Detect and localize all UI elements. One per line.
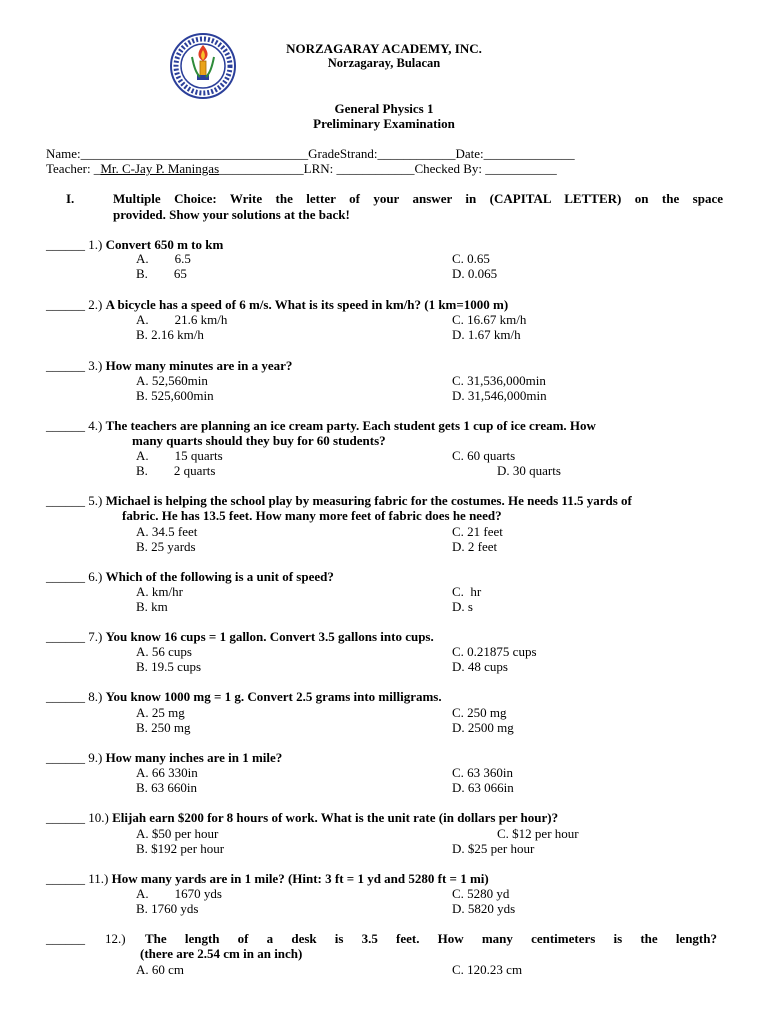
- option-b: B. 525,600min: [136, 388, 214, 403]
- question-text: A bicycle has a speed of 6 m/s. What is its speed in km/h? (1 km=1000 m): [105, 297, 509, 312]
- option-a: A. 66 330in: [136, 765, 198, 780]
- question-12-text: The length of a desk is 3.5 feet. How many centimeters is the length?: [145, 931, 717, 946]
- option-c: C. 16.67 km/h: [452, 312, 527, 327]
- answer-blank: ______ 3.): [46, 358, 106, 373]
- option-b: B. 63 660in: [136, 780, 198, 795]
- question-8: [46, 689, 442, 705]
- answer-blank: ______ 2.): [46, 297, 106, 312]
- option-c: C. 31,536,000min: [452, 373, 546, 388]
- question-2: [46, 297, 508, 313]
- option-a: A. km/hr: [136, 584, 183, 599]
- name-grade-date-line: Name:___________________________________GradeStrand:____________Date:______________: [46, 146, 575, 161]
- question-text-continued: many quarts should they buy for 60 students?: [132, 433, 386, 448]
- option-a: A. 15 quarts: [136, 448, 223, 463]
- option-a: A. 60 cm: [136, 962, 185, 977]
- school-name: NORZAGARAY ACADEMY, INC.: [286, 41, 482, 56]
- question-text: You know 16 cups = 1 gallon. Convert 3.5 gallons into cups.: [105, 629, 434, 644]
- section-number: I.: [66, 191, 75, 206]
- option-c: C. 60 quarts: [452, 448, 516, 463]
- question-text: The teachers are planning an ice cream party. Each student gets 1 cup of ice cream. How: [105, 418, 596, 433]
- subject-title: General Physics 1: [334, 101, 434, 116]
- question-9: [46, 750, 282, 766]
- question-text: How many yards are in 1 mile? (Hint: 3 ft = 1 yd and 5280 ft = 1 mi): [111, 871, 489, 886]
- option-d: D. 31,546,000min: [452, 388, 547, 403]
- exam-title: Preliminary Examination: [313, 116, 455, 131]
- option-d: D. 5820 yds: [452, 901, 516, 916]
- option-a: A. 25 mg: [136, 705, 185, 720]
- option-b: B. 19.5 cups: [136, 659, 201, 674]
- option-c: C. 120.23 cm: [452, 962, 523, 977]
- option-a: A. 6.5: [136, 251, 191, 266]
- question-text: How many inches are in 1 mile?: [105, 750, 283, 765]
- answer-blank: ______ 5.): [46, 493, 106, 508]
- answer-blank: ______ 1.): [46, 237, 106, 252]
- answer-blank: ______ 6.): [46, 569, 106, 584]
- option-d: D. 63 066in: [452, 780, 514, 795]
- question-10: [46, 810, 558, 826]
- answer-blank: ______: [46, 931, 85, 946]
- section-instructions-line1: Multiple Choice: Write the letter of your answer in (CAPITAL LETTER) on the space: [113, 191, 723, 206]
- option-c: C. $12 per hour: [497, 826, 579, 841]
- answer-blank: ______ 10.): [46, 810, 113, 825]
- section-instructions-line2: provided. Show your solutions at the back!: [113, 207, 350, 222]
- question-text: Elijah earn $200 for 8 hours of work. What is the unit rate (in dollars per hour)?: [112, 810, 559, 825]
- question-text: How many minutes are in a year?: [105, 358, 293, 373]
- option-c: C. 21 feet: [452, 524, 503, 539]
- teacher-lrn-checked-line: [46, 161, 557, 177]
- option-b: B. 65: [136, 266, 187, 281]
- question-text: Convert 650 m to km: [105, 237, 224, 252]
- option-b: B. 2.16 km/h: [136, 327, 204, 342]
- question-4: [46, 418, 596, 434]
- question-1: [46, 237, 223, 253]
- option-c: C. 0.65: [452, 251, 490, 266]
- option-d: D. $25 per hour: [452, 841, 535, 856]
- question-text: Michael is helping the school play by measuring fabric for the costumes. He needs 11.5 yards of: [105, 493, 632, 508]
- question-text: Which of the following is a unit of speed?: [105, 569, 334, 584]
- question-12-number: 12.): [105, 931, 126, 946]
- option-c: C. 5280 yd: [452, 886, 510, 901]
- question-6: [46, 569, 334, 585]
- teacher-label: Teacher: _: [46, 161, 101, 176]
- option-c: C. hr: [452, 584, 482, 599]
- lrn-checked-by: _____________LRN: ____________Checked By: ___________: [219, 161, 557, 176]
- option-a: A. 21.6 km/h: [136, 312, 228, 327]
- option-a: A. 34.5 feet: [136, 524, 198, 539]
- option-d: D. 48 cups: [452, 659, 508, 674]
- answer-blank: ______ 7.): [46, 629, 106, 644]
- answer-blank: ______ 4.): [46, 418, 106, 433]
- question-3: [46, 358, 292, 374]
- school-location: Norzagaray, Bulacan: [327, 56, 441, 70]
- option-b: B. km: [136, 599, 168, 614]
- option-d: D. 2 feet: [452, 539, 498, 554]
- question-5: [46, 493, 632, 509]
- teacher-name: Mr. C-Jay P. Maningas: [100, 161, 220, 176]
- option-a: A. 1670 yds: [136, 886, 222, 901]
- option-a: A. $50 per hour: [136, 826, 219, 841]
- answer-blank: ______ 8.): [46, 689, 106, 704]
- question-text: You know 1000 mg = 1 g. Convert 2.5 grams into milligrams.: [105, 689, 442, 704]
- question-text-continued: fabric. He has 13.5 feet. How many more feet of fabric does he need?: [122, 508, 502, 523]
- option-b: B. 25 yards: [136, 539, 196, 554]
- option-d: D. 1.67 km/h: [452, 327, 521, 342]
- option-d: D. 2500 mg: [452, 720, 514, 735]
- option-d: D. s: [452, 599, 473, 614]
- option-c: C. 0.21875 cups: [452, 644, 537, 659]
- option-b: B. 250 mg: [136, 720, 191, 735]
- option-a: A. 56 cups: [136, 644, 192, 659]
- option-b: B. $192 per hour: [136, 841, 225, 856]
- option-c: C. 63 360in: [452, 765, 514, 780]
- option-d: D. 0.065: [452, 266, 498, 281]
- question-11: [46, 871, 489, 887]
- option-b: B. 1760 yds: [136, 901, 199, 916]
- option-c: C. 250 mg: [452, 705, 507, 720]
- answer-blank: ______ 9.): [46, 750, 106, 765]
- answer-blank: ______ 11.): [46, 871, 112, 886]
- option-a: A. 52,560min: [136, 373, 208, 388]
- option-b: B. 2 quarts: [136, 463, 216, 478]
- option-d: D. 30 quarts: [497, 463, 561, 478]
- question-7: [46, 629, 434, 645]
- question-text-continued: (there are 2.54 cm in an inch): [140, 946, 303, 961]
